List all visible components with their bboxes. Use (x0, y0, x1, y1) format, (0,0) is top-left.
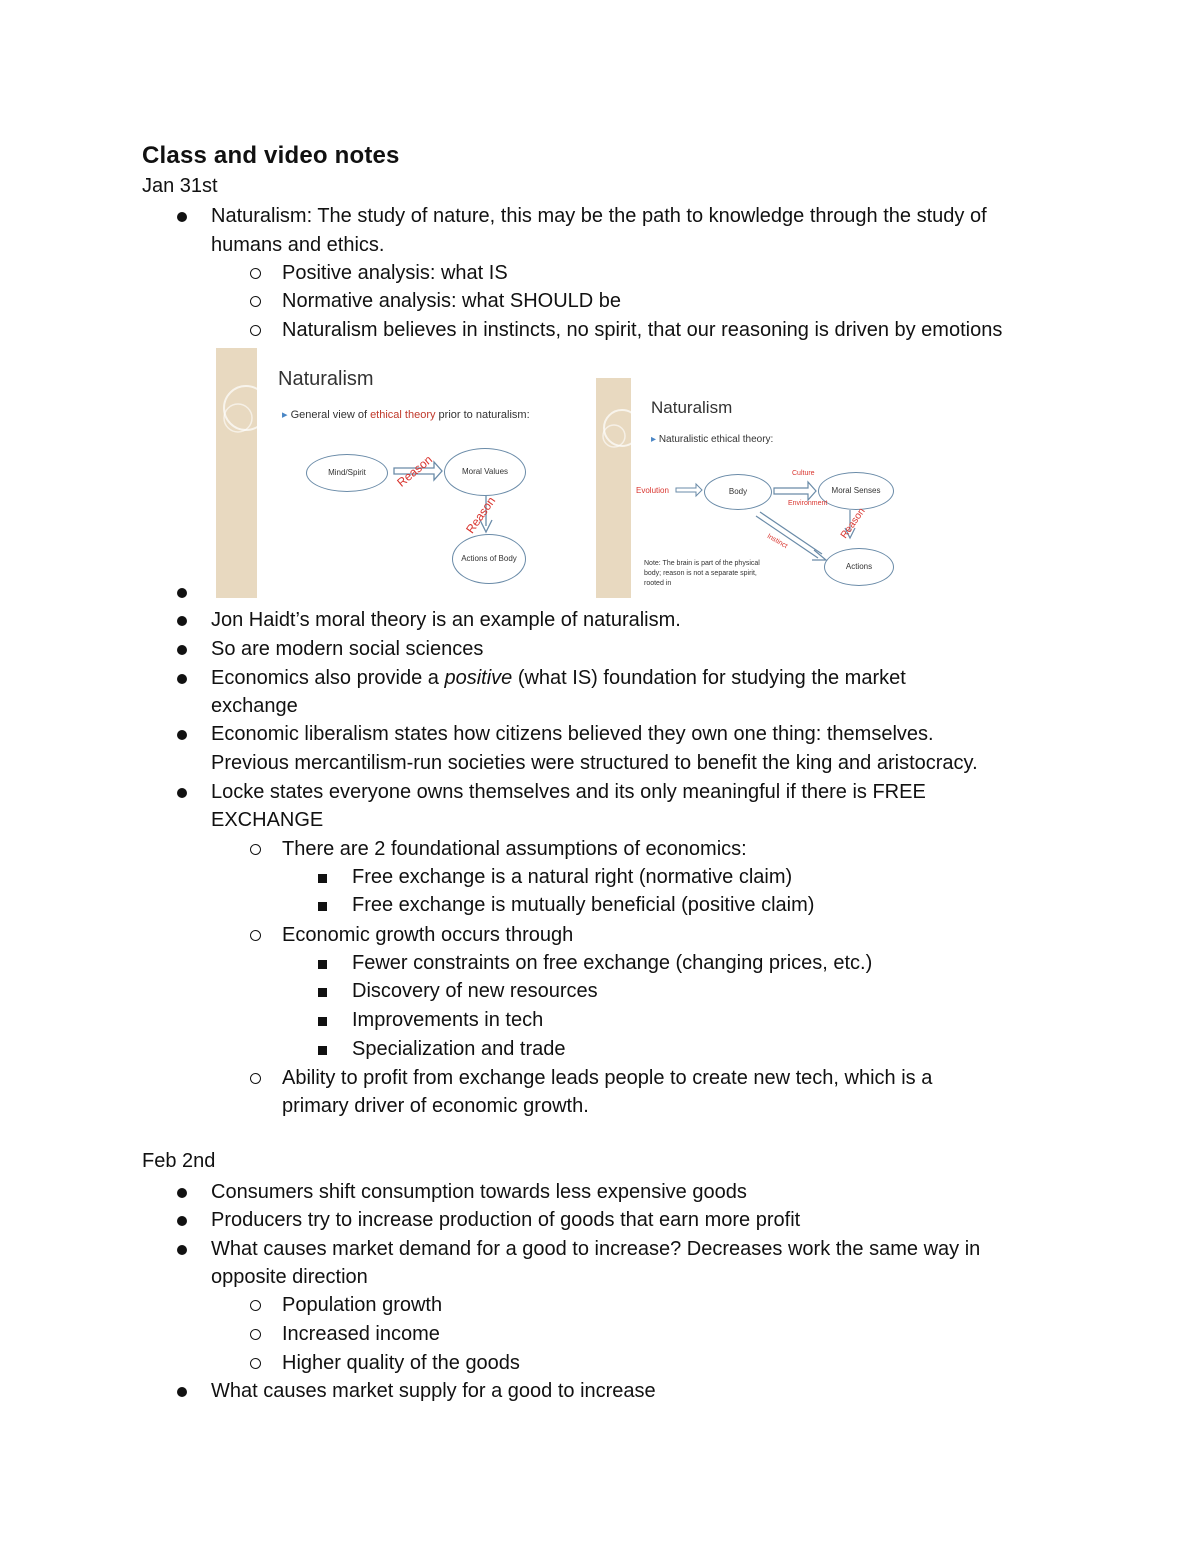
date-heading-feb: Feb 2nd (142, 1150, 216, 1172)
circle-bullet-icon (250, 268, 261, 279)
date-heading-jan: Jan 31st (142, 175, 218, 197)
bullet-icon (177, 588, 187, 598)
note-line: Previous mercantilism-run societies were structured to benefit the king and aristocracy. (211, 752, 978, 774)
bullet-icon (177, 1188, 187, 1198)
reason-label: Reason (838, 506, 868, 541)
bullet-icon (177, 674, 187, 684)
slide-title: Naturalism (651, 398, 733, 417)
bullet-icon (177, 730, 187, 740)
note-line: Free exchange is a natural right (normative claim) (352, 866, 793, 888)
note-line: EXCHANGE (211, 809, 324, 831)
bullet-icon (177, 212, 187, 222)
note-line: Positive analysis: what IS (282, 262, 508, 284)
note-line: Improvements in tech (352, 1009, 544, 1031)
bullet-icon (177, 1387, 187, 1397)
bullet-icon (177, 788, 187, 798)
slide-note: Note: The brain is part of the physical (644, 560, 760, 567)
slide-note: body; reason is not a separate spirit, (644, 570, 757, 577)
reason-label: Reason (394, 452, 436, 490)
note-line: Jon Haidt’s moral theory is an example of naturalism. (211, 609, 681, 631)
note-line: Free exchange is mutually beneficial (positive claim) (352, 894, 815, 916)
diagram-node: Moral Values (444, 448, 526, 496)
slide-note: rooted in (644, 580, 672, 587)
note-line: What causes market supply for a good to increase (211, 1380, 656, 1402)
diagram-node: Body (704, 474, 772, 510)
square-bullet-icon (318, 960, 327, 969)
reason-label: Reason (463, 494, 499, 536)
note-line: Increased income (282, 1323, 440, 1345)
slide-bullet: ▸ Naturalistic ethical theory: (651, 434, 774, 445)
note-line: There are 2 foundational assumptions of economics: (282, 838, 747, 860)
environment-label: Environment (788, 500, 828, 507)
square-bullet-icon (318, 874, 327, 883)
note-line: Producers try to increase production of goods that earn more profit (211, 1209, 801, 1231)
bullet-icon (177, 1216, 187, 1226)
square-bullet-icon (318, 1017, 327, 1026)
circle-bullet-icon (250, 1300, 261, 1311)
note-line: humans and ethics. (211, 234, 385, 256)
note-line: Fewer constraints on free exchange (changing prices, etc.) (352, 952, 873, 974)
bullet-icon (177, 1245, 187, 1255)
slide-image-naturalistic (596, 378, 898, 598)
note-line: opposite direction (211, 1266, 368, 1288)
bullet-icon (177, 645, 187, 655)
note-line: Naturalism: The study of nature, this may be the path to knowledge through the study of (211, 205, 987, 227)
slide-title: Naturalism (278, 368, 374, 390)
note-line: Economic growth occurs through (282, 924, 574, 946)
slide-image-prior-naturalism (216, 348, 572, 598)
instinct-label: Instinct (765, 532, 789, 551)
note-line: So are modern social sciences (211, 638, 484, 660)
circle-bullet-icon (250, 930, 261, 941)
diagram-node: Actions of Body (452, 534, 526, 584)
evolution-label: Evolution (636, 486, 669, 495)
page-title: Class and video notes (142, 142, 400, 169)
note-line: Population growth (282, 1294, 443, 1316)
culture-label: Culture (792, 470, 815, 477)
circle-bullet-icon (250, 1358, 261, 1369)
note-line: Ability to profit from exchange leads people to create new tech, which is a (282, 1067, 933, 1089)
note-line: Normative analysis: what SHOULD be (282, 290, 622, 312)
note-line: Higher quality of the goods (282, 1352, 520, 1374)
circle-bullet-icon (250, 1073, 261, 1084)
diagram-node: Mind/Spirit (306, 454, 388, 492)
bullet-icon (177, 616, 187, 626)
square-bullet-icon (318, 988, 327, 997)
note-line: Consumers shift consumption towards less expensive goods (211, 1181, 747, 1203)
note-line: Discovery of new resources (352, 980, 598, 1002)
square-bullet-icon (318, 1046, 327, 1055)
circle-bullet-icon (250, 296, 261, 307)
circle-bullet-icon (250, 844, 261, 855)
note-line: Economic liberalism states how citizens believed they own one thing: themselves. (211, 723, 934, 745)
circle-bullet-icon (250, 1329, 261, 1340)
note-line: Naturalism believes in instincts, no spirit, that our reasoning is driven by emotions (282, 319, 1003, 341)
note-line: primary driver of economic growth. (282, 1095, 589, 1117)
square-bullet-icon (318, 902, 327, 911)
note-line: Specialization and trade (352, 1038, 566, 1060)
circle-bullet-icon (250, 325, 261, 336)
note-line: Economics also provide a positive (what IS) foundation for studying the market (211, 667, 906, 689)
note-line: Locke states everyone owns themselves and its only meaningful if there is FREE (211, 781, 926, 803)
diagram-node: Actions (824, 548, 894, 586)
slide-bullet: ▸ General view of ethical theory prior to naturalism: (282, 409, 530, 421)
note-line: exchange (211, 695, 298, 717)
diagram-node: Moral Senses (818, 472, 894, 510)
note-line: What causes market demand for a good to increase? Decreases work the same way in (211, 1238, 981, 1260)
